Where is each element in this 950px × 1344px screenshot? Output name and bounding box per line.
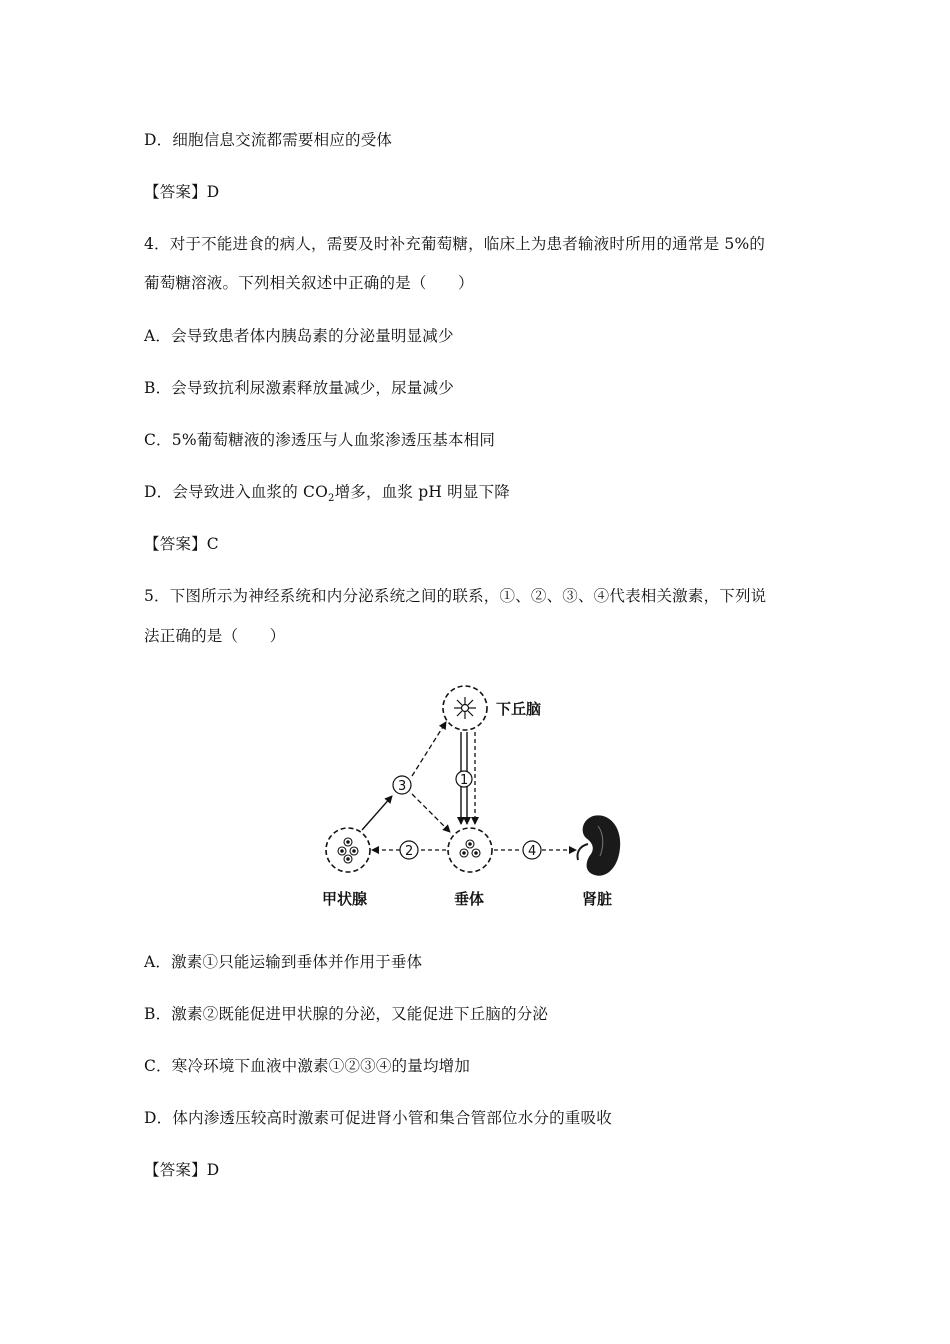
endocrine-diagram <box>318 676 638 908</box>
arrow-3-from-thyroid <box>362 796 392 830</box>
q4-option-d-pre: D．会导致进入血浆的 CO <box>144 483 329 501</box>
q4-stem-line1: 4．对于不能进食的病人，需要及时补充葡萄糖，临床上为患者输液时所用的通常是 5%的 <box>144 235 766 253</box>
pituitary-circle <box>448 828 492 872</box>
q4-option-a: A．会导致患者体内胰岛素的分泌量明显减少 <box>144 327 454 345</box>
q4-stem-line2: 葡萄糖溶液。下列相关叙述中正确的是（ ） <box>144 274 474 292</box>
neuron-icon <box>454 697 476 719</box>
answer-5: 【答案】D <box>144 1161 220 1179</box>
q5-option-b: B．激素②既能促进甲状腺的分泌，又能促进下丘脑的分泌 <box>144 1005 549 1023</box>
q4-option-b: B．会导致抗利尿激素释放量减少，尿量减少 <box>144 379 454 397</box>
q5-stem-line2: 法正确的是（ ） <box>144 627 286 645</box>
thyroid-cells-icon <box>338 838 358 863</box>
hormone-4-number: 4 <box>528 844 537 859</box>
hypothalamus-circle <box>443 686 487 730</box>
q4-option-c: C．5%葡萄糖液的渗透压与人血浆渗透压基本相同 <box>144 431 496 449</box>
q4-option-d-post: 增多，血浆 pH 明显下降 <box>334 483 510 501</box>
q5-option-a: A．激素①只能运输到垂体并作用于垂体 <box>144 953 423 971</box>
kidney-icon <box>577 815 620 875</box>
pituitary-label: 垂体 <box>454 890 485 908</box>
arrow-3-to-hypothalamus <box>412 722 446 776</box>
arrow-3-to-pituitary <box>412 794 450 832</box>
q5-option-d: D．体内渗透压较高时激素可促进肾小管和集合管部位水分的重吸收 <box>144 1109 612 1127</box>
q5-stem-line1: 5．下图所示为神经系统和内分泌系统之间的联系，①、②、③、④代表相关激素，下列说 <box>144 587 767 605</box>
hormone-3-number: 3 <box>398 779 407 794</box>
kidney-label: 肾脏 <box>582 890 613 908</box>
hormone-1-number: 1 <box>460 773 469 788</box>
diagram-svg <box>318 676 638 908</box>
answer-4: 【答案】C <box>144 535 219 553</box>
q5-option-c: C．寒冷环境下血液中激素①②③④的量均增加 <box>144 1057 471 1075</box>
q4-option-d <box>144 480 510 504</box>
answer-3: 【答案】D <box>144 183 220 201</box>
thyroid-circle <box>326 828 370 872</box>
q4-option-d-sub: 2 <box>328 493 335 505</box>
q3-option-d: D．细胞信息交流都需要相应的受体 <box>144 131 393 149</box>
hormone-2-number: 2 <box>405 844 414 859</box>
hypothalamus-label: 下丘脑 <box>496 700 542 718</box>
pituitary-cells-icon <box>460 840 480 857</box>
thyroid-label: 甲状腺 <box>322 890 368 908</box>
